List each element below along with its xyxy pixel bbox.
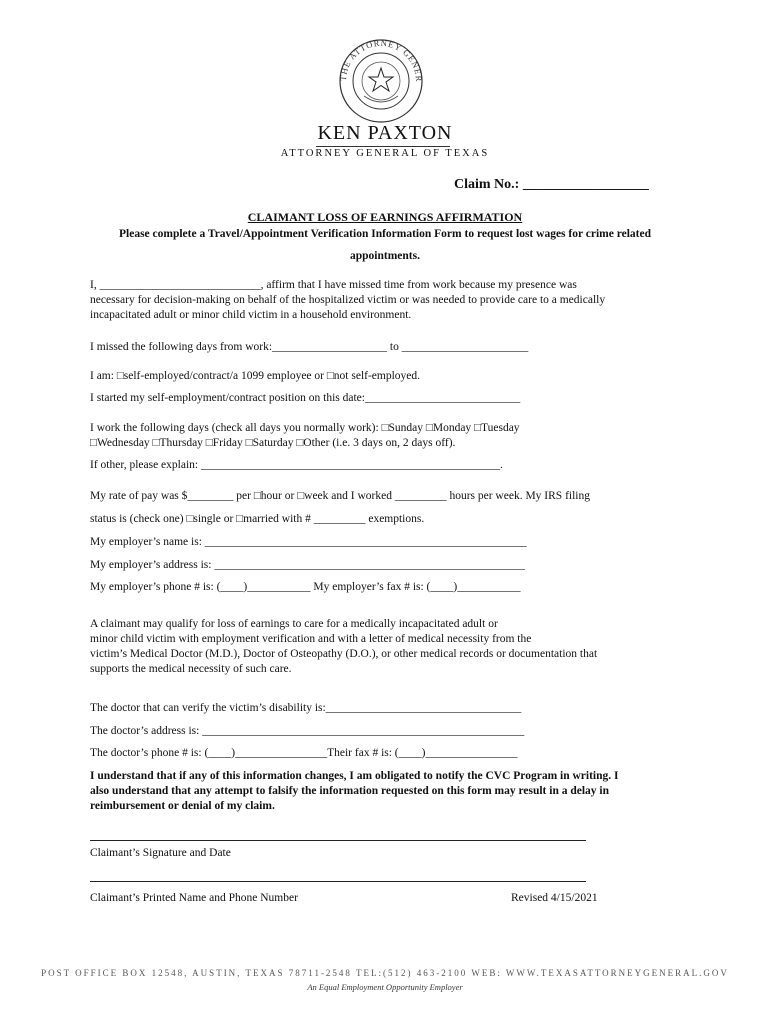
filing-status-field[interactable]: status is (check one) □single or □married with # _________ exemptions. (90, 513, 425, 525)
doctor-verify-field[interactable]: The doctor that can verify the victim’s disability is:__________________________________ (90, 702, 522, 714)
employer-address-field[interactable]: My employer’s address is: ______________________________________________________ (90, 559, 525, 571)
attorney-name: KEN PAXTON (317, 122, 453, 144)
affirmation-line-3: incapacitated adult or minor child victim in a household environment. (90, 309, 412, 321)
workdays-checkboxes-1[interactable]: I work the following days (check all days you normally work): □Sunday □Monday □Tuesday (90, 422, 520, 434)
workdays-checkboxes-2[interactable]: □Wednesday □Thursday □Friday □Saturday □Other (i.e. 3 days on, 2 days off). (90, 437, 456, 449)
instruction-line-1: Please complete a Travel/Appointment Verification Information Form to request lost wages for crime related (119, 228, 651, 240)
pay-rate-field[interactable]: My rate of pay was $________ per □hour or □week and I worked _________ hours per week. My IRS filing (90, 490, 590, 502)
employer-name-field[interactable]: My employer’s name is: ________________________________________________________ (90, 536, 527, 548)
affirmation-line-2: necessary for decision-making on behalf of the hospitalized victim or was needed to provide care to a medically (90, 294, 606, 306)
qualify-text-4: supports the medical necessity of such care. (90, 663, 292, 675)
qualify-text-1: A claimant may qualify for loss of earnings to care for a medically incapacitated adult or (90, 618, 498, 630)
revised-date: Revised 4/15/2021 (511, 892, 598, 904)
instruction-line-2: appointments. (350, 250, 420, 262)
header-rule (316, 146, 450, 147)
qualify-text-3: victim’s Medical Doctor (M.D.), Doctor of Osteopathy (D.O.), or other medical records or documentation that (90, 648, 598, 660)
signature-line[interactable] (90, 840, 586, 841)
signature-label: Claimant’s Signature and Date (90, 847, 231, 859)
doctor-address-field[interactable]: The doctor’s address is: ________________________________________________________ (90, 725, 525, 737)
equal-opportunity-note: An Equal Employment Opportunity Employer (307, 982, 463, 992)
attorney-subtitle: ATTORNEY GENERAL OF TEXAS (280, 148, 490, 159)
missed-days-field[interactable]: I missed the following days from work:____________________ to ______________________ (90, 341, 529, 353)
affirmation-line-1[interactable]: I, ____________________________, affirm that I have missed time from work because my presence was (90, 279, 577, 291)
employer-phone-fax-field[interactable]: My employer’s phone # is: (____)___________ My employer’s fax # is: (____)___________ (90, 581, 521, 593)
printed-name-line[interactable] (90, 881, 586, 882)
qualify-text-2: minor child victim with employment verification and with a letter of medical necessity from the (90, 633, 532, 645)
form-title: CLAIMANT LOSS OF EARNINGS AFFIRMATION (247, 210, 523, 224)
employment-type-checkboxes[interactable]: I am: □self-employed/contract/a 1099 employee or □not self-employed. (90, 370, 421, 382)
footer-address: POST OFFICE BOX 12548, AUSTIN, TEXAS 78711-2548 TEL:(512) 463-2100 WEB: WWW.TEXASATTORNEYGENERAL.GOV (41, 968, 729, 978)
self-employment-start-field[interactable]: I started my self-employment/contract position on this date:___________________________ (90, 392, 521, 404)
claim-number-field[interactable]: Claim No.: __________________ (454, 177, 649, 192)
other-explain-field[interactable]: If other, please explain: ____________________________________________________. (90, 459, 503, 471)
printed-name-label: Claimant’s Printed Name and Phone Number (90, 892, 298, 904)
doctor-phone-fax-field[interactable]: The doctor’s phone # is: (____)________________Their fax # is: (____)________________ (90, 747, 518, 759)
understand-text-3: reimbursement or denial of my claim. (90, 800, 275, 812)
svg-text:THE ATTORNEY GENERAL OF TEXAS (338, 38, 424, 82)
attorney-general-seal (338, 38, 424, 124)
understand-text-1: I understand that if any of this information changes, I am obligated to notify the CVC Program in writing. I (90, 770, 619, 782)
understand-text-2: also understand that any attempt to falsify the information requested on this form may result in a delay in (90, 785, 609, 797)
seal-lettering: THE ATTORNEY GENER (338, 38, 424, 83)
